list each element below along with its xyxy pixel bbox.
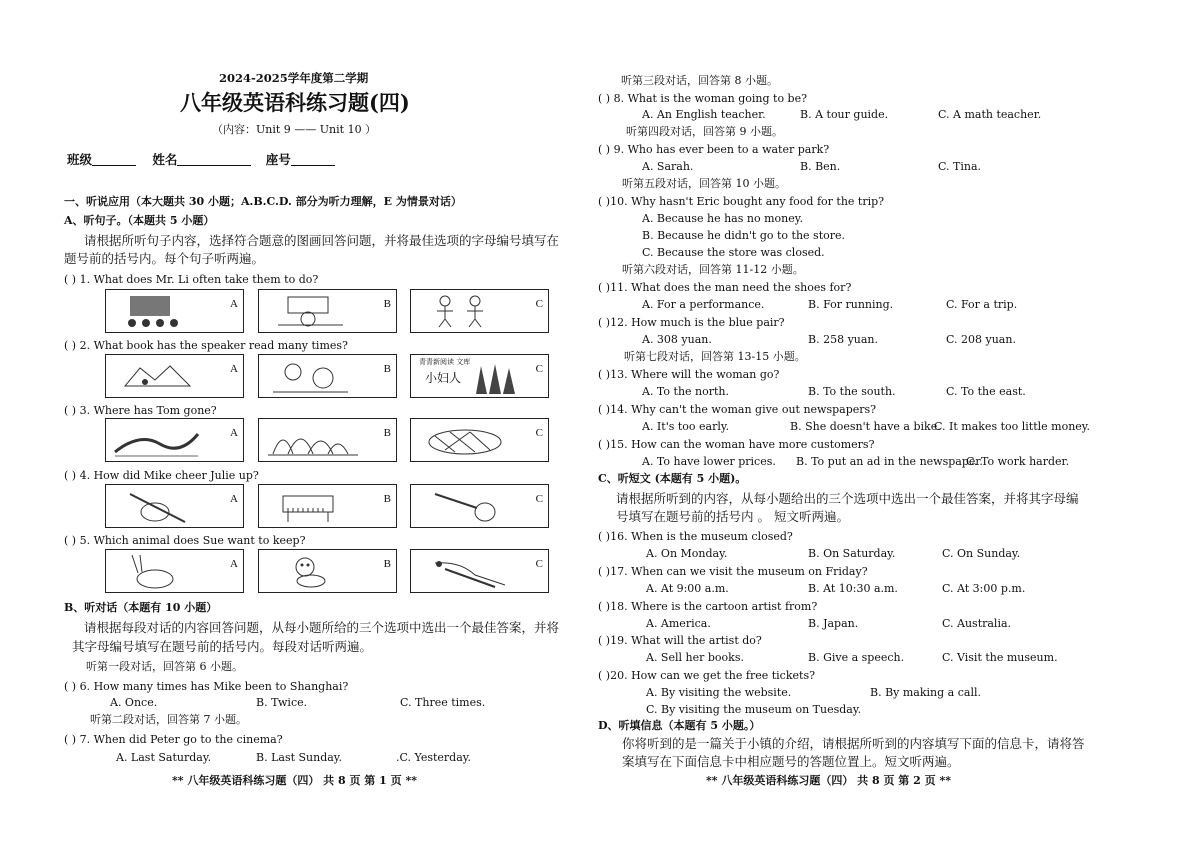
q14-option-b: B. She doesn't have a bike. xyxy=(790,420,941,433)
q17-option-b: B. At 10:30 a.m. xyxy=(808,582,898,595)
class-field[interactable] xyxy=(92,153,136,166)
q10-option-b: B. Because he didn't go to the store. xyxy=(642,229,846,242)
dog-icon xyxy=(263,553,353,589)
question-2: ( ) 2. What book has the speaker read many times? xyxy=(64,339,348,352)
part-c-instruction-1: 请根据所听到的内容，从每小题给出的三个选项中选出一个最佳答案，并将其字母编 xyxy=(616,491,1079,506)
question-15: ( )15. How can the woman have more customers? xyxy=(598,438,875,451)
section-1-title: 一、听说应用（本大题共 30 小题；A.B.C.D. 部分为听力理解，E 为情景对话） xyxy=(64,195,462,208)
q20-option-c: C. By visiting the museum on Tuesday. xyxy=(646,703,862,716)
q17-option-c: C. At 3:00 p.m. xyxy=(942,582,1026,595)
q15-option-c: C. To work harder. xyxy=(966,455,1070,468)
question-4: ( ) 4. How did Mike cheer Julie up? xyxy=(64,469,259,482)
q7-option-b: B. Last Sunday. xyxy=(256,751,343,764)
q7-option-c: .C. Yesterday. xyxy=(396,751,472,764)
q8-option-b: B. A tour guide. xyxy=(800,108,889,121)
kids-playing-icon xyxy=(415,293,505,329)
q10-option-a: A. Because he has no money. xyxy=(642,212,803,225)
question-18: ( )18. Where is the cartoon artist from? xyxy=(598,600,818,613)
great-wall-icon xyxy=(110,422,200,458)
exam-scope: （内容：Unit 9 —— Unit 10 ） xyxy=(212,123,377,136)
q9-option-c: C. Tina. xyxy=(938,160,982,173)
book-journey-west-icon xyxy=(110,358,200,394)
q5-option-b-picture[interactable]: B xyxy=(258,549,397,593)
q6-option-a: A. Once. xyxy=(110,696,158,709)
student-info-row xyxy=(67,153,335,166)
question-14: ( )14. Why can't the woman give out newspapers? xyxy=(598,403,877,416)
q18-option-c: C. Australia. xyxy=(942,617,1012,630)
q13-option-c: C. To the east. xyxy=(946,385,1026,398)
violin-icon xyxy=(110,488,200,524)
q9-option-b: B. Ben. xyxy=(800,160,841,173)
class-label: 班级 xyxy=(67,152,93,167)
part-d-title: D、听填信息（本题有 5 小题。） xyxy=(598,719,761,732)
question-1: ( ) 1. What does Mr. Li often take them to do? xyxy=(64,273,319,286)
question-5: ( ) 5. Which animal does Sue want to keep? xyxy=(64,534,306,547)
part-a-instruction-1: 请根据所听句子内容，选择符合题意的图画回答问题，并将最佳选项的字母编号填写在 xyxy=(84,233,560,248)
q12-option-b: B. 258 yuan. xyxy=(808,333,879,346)
part-d-instruction-1: 你将听到的是一篇关于小镇的介绍，请根据所听到的内容填写下面的信息卡，请将答 xyxy=(622,736,1085,751)
part-b-instruction-1: 请根据每段对话的内容回答问题，从每小题所给的三个选项中选出一个最佳答案，并将 xyxy=(84,620,560,635)
q20-option-b: B. By making a call. xyxy=(870,686,981,699)
part-b-title: B、听对话（本题有 10 小题） xyxy=(64,601,218,614)
guitar-icon xyxy=(415,488,515,524)
part-d-instruction-2: 案填写在下面信息卡中相应题号的答题位置上。短文听两遍。 xyxy=(622,754,960,769)
part-a-title: A、听句子。（本题共 5 小题） xyxy=(64,214,215,227)
part-b-instruction-2: 其字母编号填写在题号前的括号内。每段对话听两遍。 xyxy=(72,639,373,654)
q19-option-b: B. Give a speech. xyxy=(808,651,905,664)
part-c-title: C、听短文 (本题有 5 小题)。 xyxy=(598,472,747,485)
q18-option-a: A. America. xyxy=(646,617,711,630)
little-women-figures-icon xyxy=(471,358,531,394)
question-19: ( )19. What will the artist do? xyxy=(598,634,762,647)
question-9: ( ) 9. Who has ever been to a water park? xyxy=(598,143,830,156)
bird-icon xyxy=(415,553,515,589)
left-page-footer: ** 八年级英语科练习题（四） 共 8 页 第 1 页 ** xyxy=(172,774,417,787)
dialogue-7-label: 听第七段对话，回答第 13-15 小题。 xyxy=(624,350,806,363)
rabbit-icon xyxy=(110,553,200,589)
name-label: 姓名 xyxy=(152,152,178,167)
seat-field[interactable] xyxy=(291,153,335,166)
q2-option-c-picture[interactable]: 青青新阅读 文库 小妇人 C xyxy=(410,354,549,398)
question-8: ( ) 8. What is the woman going to be? xyxy=(598,92,808,105)
q1-option-a-picture[interactable]: A xyxy=(105,289,244,333)
q5-option-c-picture[interactable]: C xyxy=(410,549,549,593)
part-a-instruction-2: 题号前的括号内。每个句子听两遍。 xyxy=(64,251,265,266)
q12-option-c: C. 208 yuan. xyxy=(946,333,1016,346)
q18-option-b: B. Japan. xyxy=(808,617,859,630)
q15-option-a: A. To have lower prices. xyxy=(642,455,776,468)
q15-option-b: B. To put an ad in the newspaper. xyxy=(796,455,983,468)
q14-option-a: A. It's too early. xyxy=(642,420,730,433)
seat-label: 座号 xyxy=(265,152,291,167)
question-6: ( ) 6. How many times has Mike been to Shanghai? xyxy=(64,680,349,693)
question-7: ( ) 7. When did Peter go to the cinema? xyxy=(64,733,283,746)
question-3: ( ) 3. Where has Tom gone? xyxy=(64,404,217,417)
q16-option-a: A. On Monday. xyxy=(646,547,728,560)
q4-option-b-picture[interactable]: B xyxy=(258,484,397,528)
q11-option-c: C. For a trip. xyxy=(946,298,1018,311)
q1-option-c-picture[interactable]: C xyxy=(410,289,549,333)
birds-nest-stadium-icon xyxy=(415,422,515,458)
q16-option-b: B. On Saturday. xyxy=(808,547,896,560)
q6-option-b: B. Twice. xyxy=(256,696,308,709)
q3-option-a-picture[interactable]: A xyxy=(105,418,244,462)
museum-visit-icon xyxy=(110,293,190,329)
book-cartoon-icon xyxy=(263,358,353,394)
q4-option-a-picture[interactable]: A xyxy=(105,484,244,528)
right-page-footer: ** 八年级英语科练习题（四） 共 8 页 第 2 页 ** xyxy=(706,774,951,787)
q11-option-b: B. For running. xyxy=(808,298,894,311)
q13-option-a: A. To the north. xyxy=(642,385,730,398)
q2-option-a-picture[interactable]: A xyxy=(105,354,244,398)
question-20: ( )20. How can we get the free tickets? xyxy=(598,669,815,682)
book-series-label: 青青新阅读 文库 xyxy=(419,358,471,366)
q20-option-a: A. By visiting the website. xyxy=(646,686,792,699)
q14-option-c: C. It makes too little money. xyxy=(934,420,1091,433)
q13-option-b: B. To the south. xyxy=(808,385,896,398)
question-12: ( )12. How much is the blue pair? xyxy=(598,316,785,329)
cooking-icon xyxy=(263,293,353,329)
q4-option-c-picture[interactable]: C xyxy=(410,484,549,528)
exam-title: 八年级英语科练习题(四) xyxy=(180,90,410,115)
q8-option-c: C. A math teacher. xyxy=(938,108,1042,121)
q3-option-c-picture[interactable]: C xyxy=(410,418,549,462)
q8-option-a: A. An English teacher. xyxy=(642,108,766,121)
dialogue-6-label: 听第六段对话，回答第 11-12 小题。 xyxy=(622,263,804,276)
q19-option-a: A. Sell her books. xyxy=(646,651,744,664)
question-13: ( )13. Where will the woman go? xyxy=(598,368,780,381)
dialogue-2-label: 听第二段对话，回答第 7 小题。 xyxy=(90,713,247,726)
question-17: ( )17. When can we visit the museum on Friday? xyxy=(598,565,868,578)
dialogue-1-label: 听第一段对话，回答第 6 小题。 xyxy=(86,660,243,673)
q7-option-a: A. Last Saturday. xyxy=(116,751,212,764)
q16-option-c: C. On Sunday. xyxy=(942,547,1021,560)
q3-option-b-picture[interactable]: B xyxy=(258,418,397,462)
q10-option-c: C. Because the store was closed. xyxy=(642,246,825,259)
q12-option-a: A. 308 yuan. xyxy=(642,333,712,346)
q5-option-a-picture[interactable]: A xyxy=(105,549,244,593)
exam-term: 2024-2025学年度第二学期 xyxy=(219,71,369,85)
dialogue-4-label: 听第四段对话，回答第 9 小题。 xyxy=(626,125,783,138)
name-field[interactable] xyxy=(177,153,251,166)
dialogue-3-label: 听第三段对话，回答第 8 小题。 xyxy=(621,74,778,87)
dialogue-5-label: 听第五段对话，回答第 10 小题。 xyxy=(622,177,786,190)
question-11: ( )11. What does the man need the shoes for? xyxy=(598,281,852,294)
q2-option-b-picture[interactable]: B xyxy=(258,354,397,398)
q19-option-c: C. Visit the museum. xyxy=(942,651,1058,664)
question-10: ( )10. Why hasn't Eric bought any food for the trip? xyxy=(598,195,885,208)
q6-option-c: C. Three times. xyxy=(400,696,486,709)
book-little-women-title: 小妇人 xyxy=(425,371,462,385)
q9-option-a: A. Sarah. xyxy=(642,160,694,173)
sydney-opera-house-icon xyxy=(263,422,363,458)
piano-icon xyxy=(263,488,353,524)
q17-option-a: A. At 9:00 a.m. xyxy=(646,582,729,595)
q11-option-a: A. For a performance. xyxy=(642,298,765,311)
part-c-instruction-2: 号填写在题号前的括号内 。 短文听两遍。 xyxy=(616,509,849,524)
question-16: ( )16. When is the museum closed? xyxy=(598,530,793,543)
q1-option-b-picture[interactable]: B xyxy=(258,289,397,333)
